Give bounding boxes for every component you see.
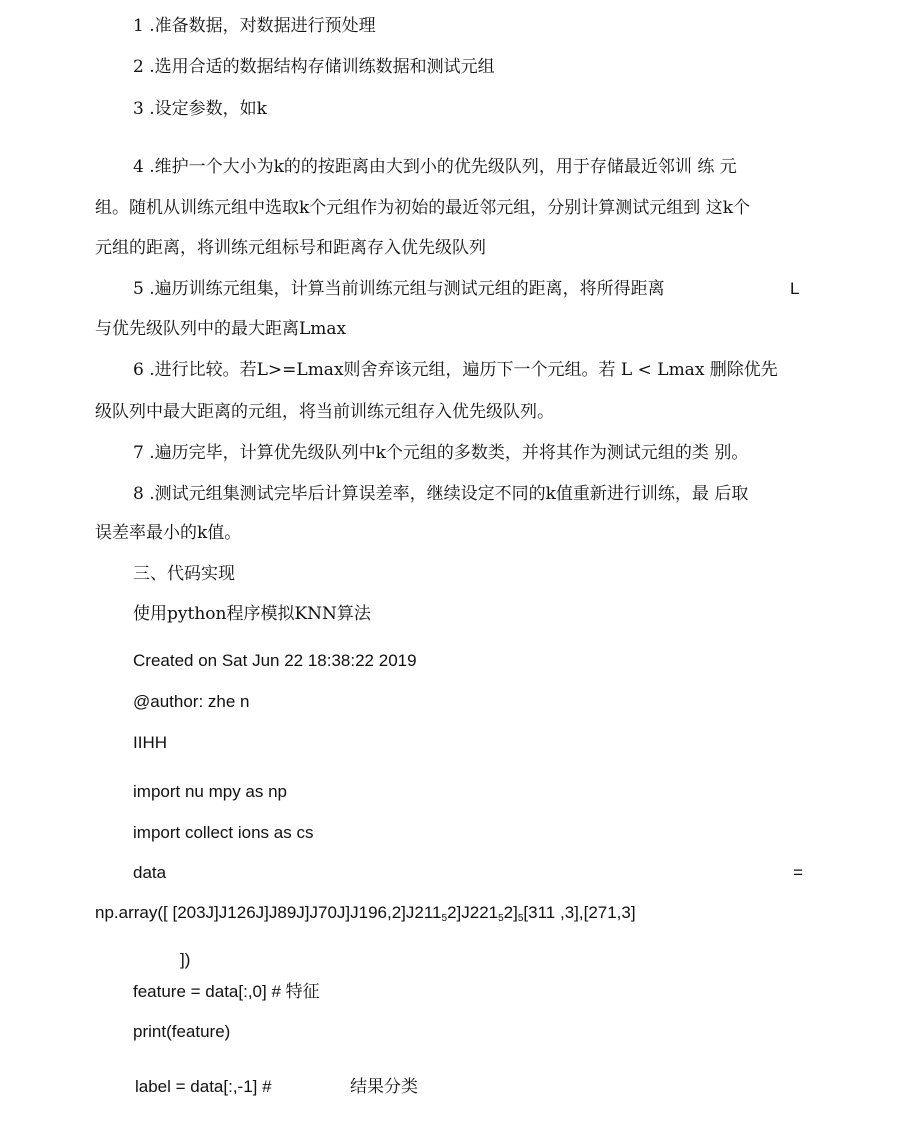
- step-5-line-1: 5 .遍历训练元组集，计算当前训练元组与测试元组的距离，将所得距离: [133, 279, 665, 299]
- step-3: 3 .设定参数，如k: [133, 99, 267, 119]
- code-array-part-d: [311 ,3],[271,3]: [523, 903, 636, 922]
- code-docstring-quote: IIHH: [133, 733, 167, 752]
- step-8-line-1: 8 .测试元组集测试完毕后计算误差率，继续设定不同的k值重新进行训练，最 后取: [133, 484, 749, 504]
- step-1: 1 .准备数据，对数据进行预处理: [133, 16, 376, 36]
- section-intro: 使用python程序模拟KNN算法: [133, 604, 371, 624]
- step-5-variable-l: L: [790, 279, 800, 298]
- code-array-part-c: 2]: [503, 903, 518, 922]
- code-feature-line: [133, 981, 320, 1003]
- step-5-line-2: 与优先级队列中的最大距离Lmax: [95, 319, 347, 339]
- code-author-line: @author: zhe n: [133, 692, 250, 711]
- step-4-line-1: 4 .维护一个大小为k的的按距离由大到小的优先级队列，用于存储最近邻训 练 元: [133, 157, 737, 177]
- code-import-collections: import collect ions as cs: [133, 823, 314, 842]
- code-data-var: data: [133, 863, 167, 882]
- code-array-subscript-3: 5: [517, 913, 524, 924]
- code-print-feature: print(feature): [133, 1022, 231, 1041]
- code-data-assignment: [133, 862, 803, 884]
- code-array-part-b: 2]J221: [447, 903, 499, 922]
- step-2: 2 .选用合适的数据结构存储训练数据和测试元组: [133, 57, 495, 77]
- code-array-subscript-1: 5: [441, 913, 448, 924]
- step-4-line-3: 元组的距离，将训练元组标号和距离存入优先级队列: [95, 238, 486, 258]
- code-created-line: Created on Sat Jun 22 18:38:22 2019: [133, 651, 417, 670]
- step-7: 7 .遍历完毕，计算优先级队列中k个元组的多数类，并将其作为测试元组的类 别。: [133, 443, 749, 463]
- code-import-numpy: import nu mpy as np: [133, 782, 288, 801]
- code-label-statement: label = data[:,-1] #: [135, 1077, 272, 1096]
- code-array-part-a: np.array([ [203J]J126J]J89J]J70J]J196,2]J211: [95, 903, 442, 922]
- code-feature-comment: 特征: [285, 982, 320, 1002]
- code-array-line: [95, 902, 636, 930]
- step-8-line-2: 误差率最小的k值。: [95, 523, 242, 543]
- step-6-line-2: 级队列中最大距离的元组，将当前训练元组存入优先级队列。: [95, 402, 554, 422]
- code-array-subscript-2: 5: [498, 913, 504, 924]
- step-6-line-1: 6 .进行比较。若L>=Lmax则舍弃该元组，遍历下一个元组。若 L < Lmax 删除优先: [133, 360, 778, 380]
- code-array-close: ]): [180, 950, 191, 969]
- code-label-comment: 结果分类: [350, 1077, 418, 1097]
- section-title: 三、代码实现: [133, 564, 235, 584]
- step-4-line-2: 组。随机从训练元组中选取k个元组作为初始的最近邻元组，分别计算测试元组到 这k个: [95, 198, 751, 218]
- code-feature-statement: feature = data[:,0] #: [133, 982, 286, 1001]
- code-data-equals: =: [793, 863, 803, 882]
